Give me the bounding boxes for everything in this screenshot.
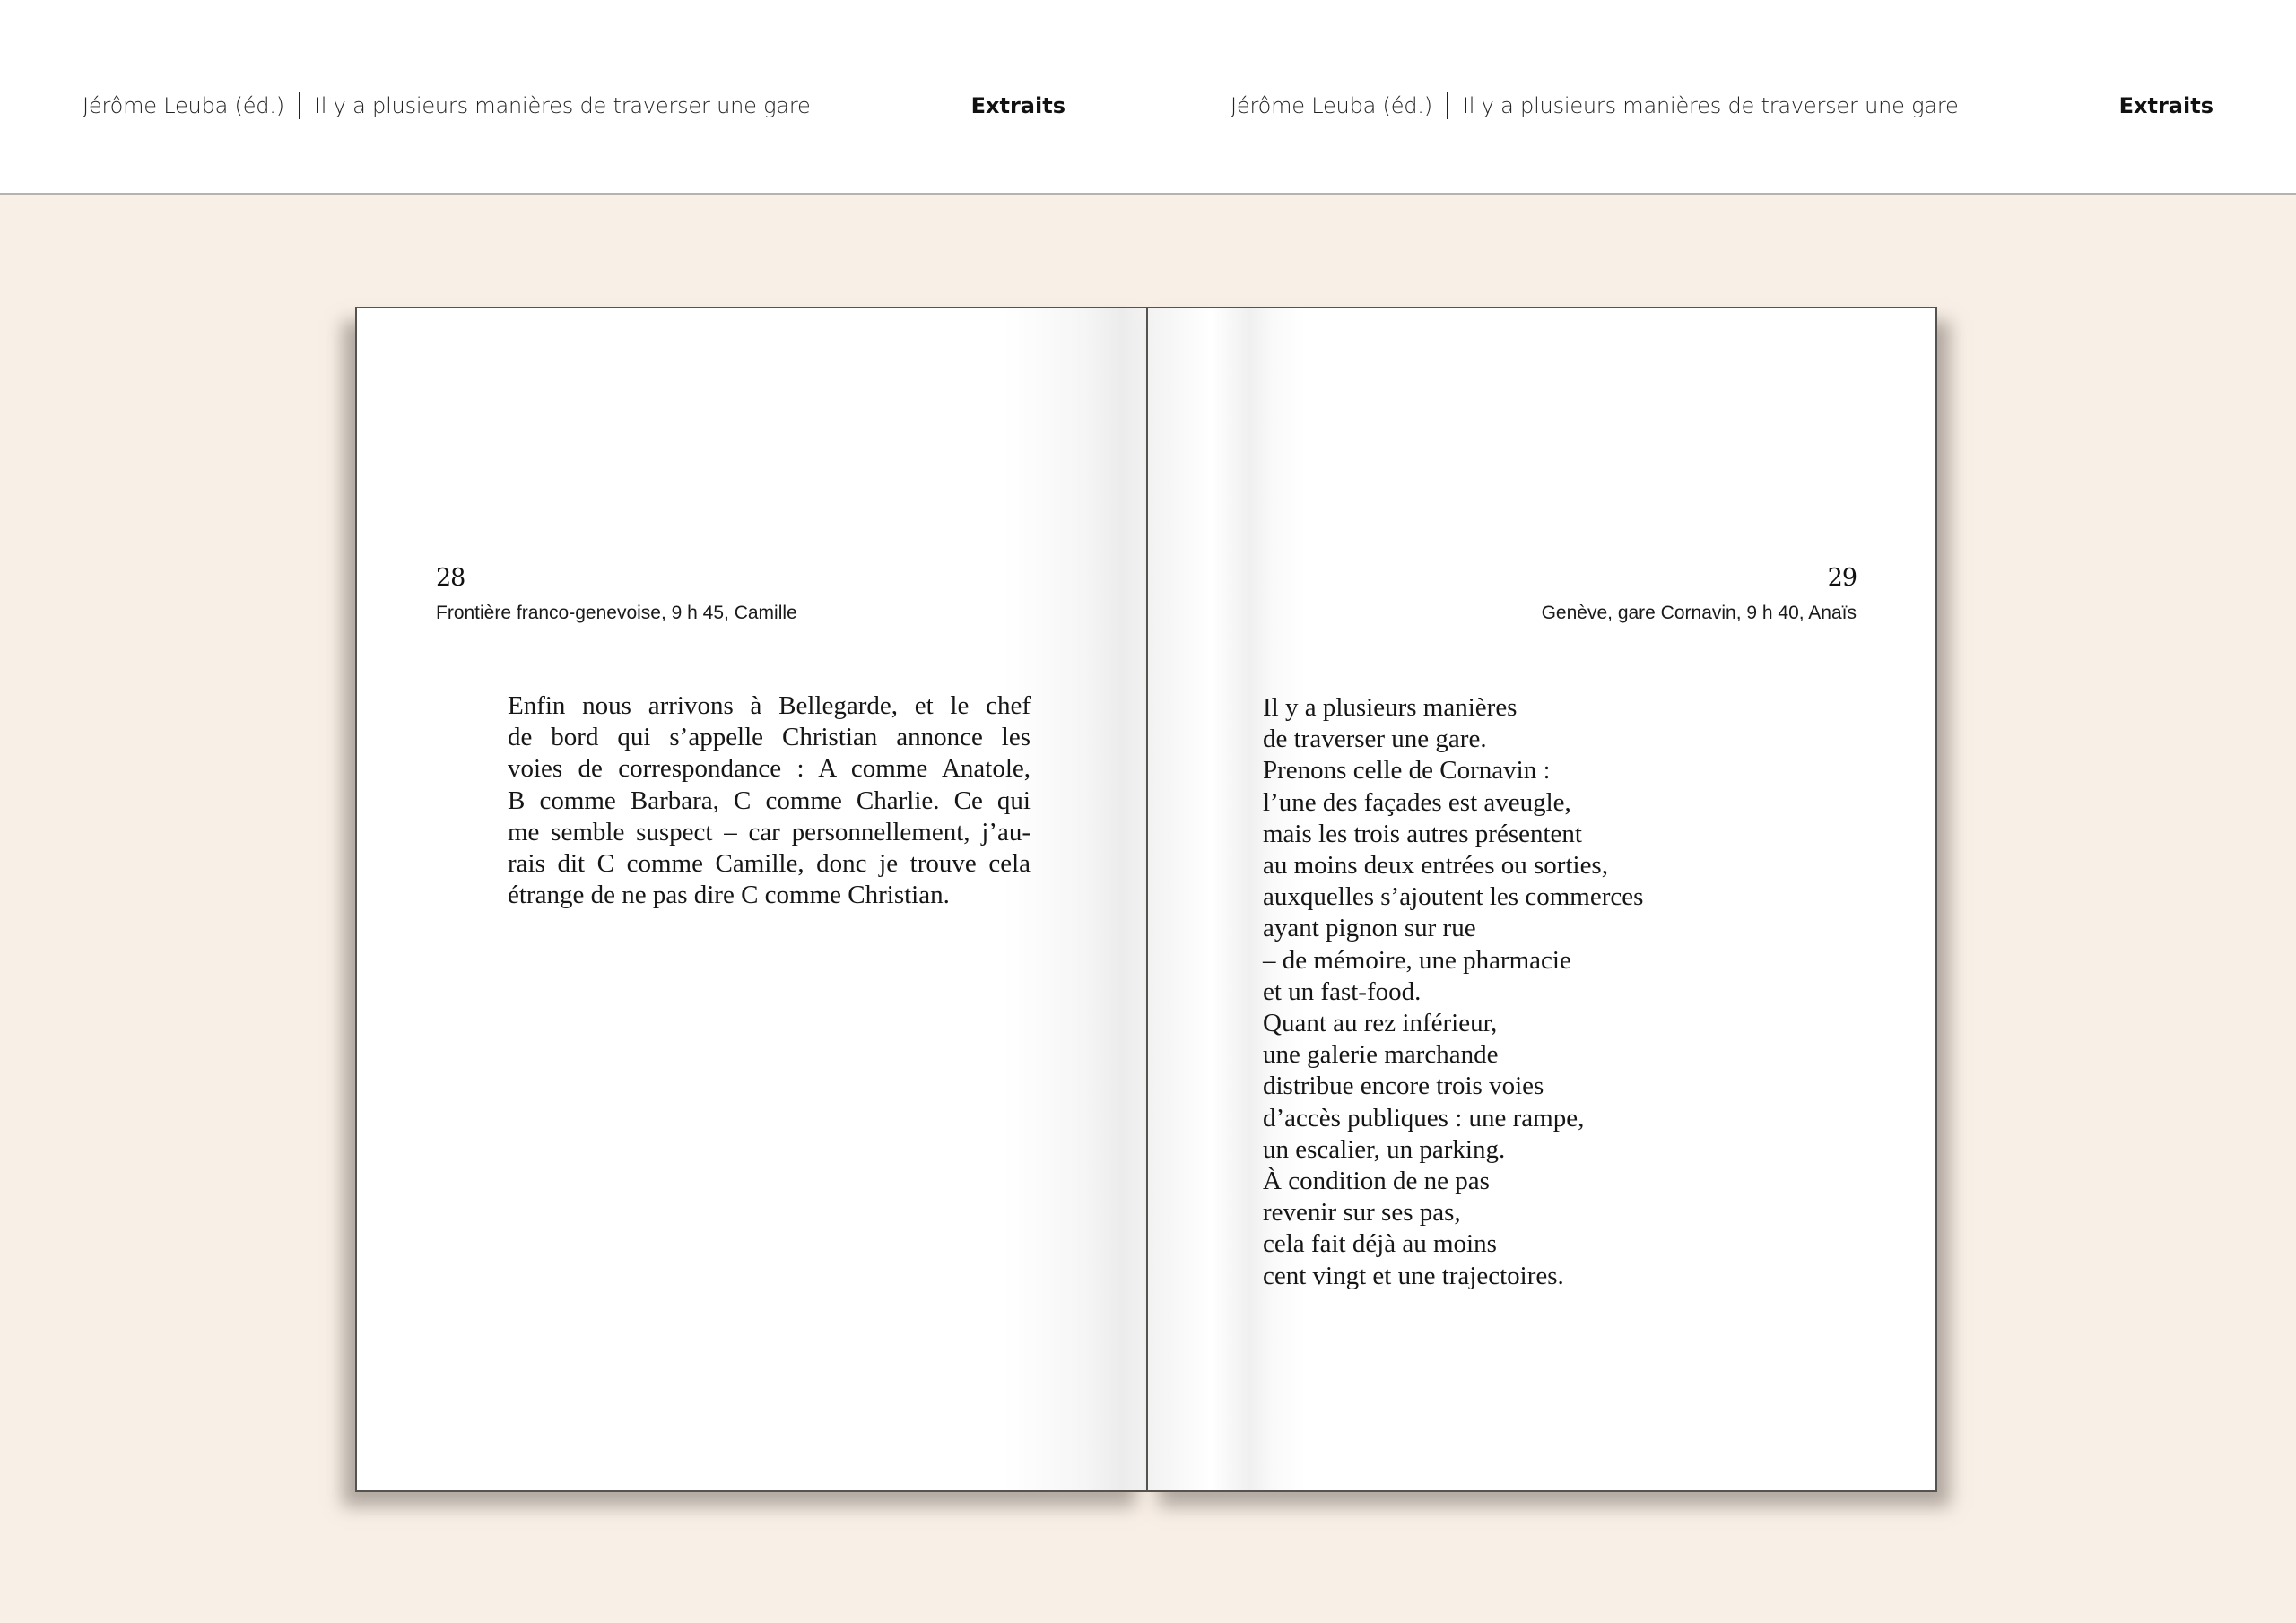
header-book-title: Il y a plusieurs manières de traverser une gare	[314, 93, 811, 118]
header-book-title: Il y a plusieurs manières de traverser une gare	[1462, 93, 1959, 118]
verse-line: Prenons celle de Cornavin :	[1263, 756, 1551, 785]
text-line: B comme Barbara, C comme Charlie. Ce qui	[508, 785, 1031, 815]
verse-line: au moins deux entrées ou sorties,	[1263, 851, 1608, 881]
text-line: de bord qui s’appelle Christian annonce les	[508, 723, 1031, 752]
text-line: rais dit C comme Camille, donc je trouve cela	[508, 849, 1031, 879]
text-line: me semble suspect – car personnellement, j’au-	[508, 817, 1031, 846]
book-spread	[355, 307, 1937, 1492]
right-page	[1146, 307, 1937, 1492]
verse-line: cent vingt et une trajectoires.	[1263, 1261, 1564, 1290]
page-number: 29	[1827, 564, 1857, 592]
header-author: Jérôme Leuba (éd.)	[83, 93, 284, 118]
header-separator	[299, 92, 300, 119]
verse-line: À condition de ne pas	[1263, 1167, 1490, 1196]
running-head: Frontière franco-genevoise, 9 h 45, Camille	[436, 603, 797, 623]
extraits-link[interactable]: Extraits	[2118, 93, 2213, 118]
verse-line: – de mémoire, une pharmacie	[1263, 945, 1571, 975]
verse-line: distribue encore trois voies	[1263, 1072, 1544, 1101]
header-left	[83, 88, 1065, 124]
header-author: Jérôme Leuba (éd.)	[1231, 93, 1432, 118]
verse-line: mais les trois autres présentent	[1263, 819, 1582, 848]
text-line: étrange de ne pas dire C comme Christian.	[508, 881, 950, 910]
top-bar	[0, 0, 2296, 195]
left-page	[355, 307, 1148, 1492]
verse-line: un escalier, un parking.	[1263, 1134, 1506, 1164]
verse-line: cela fait déjà au moins	[1263, 1229, 1497, 1259]
prose-paragraph	[508, 690, 1031, 911]
verse-line: de traverser une gare.	[1263, 725, 1487, 754]
verse-line: Il y a plusieurs manières	[1263, 693, 1518, 722]
poem	[1263, 692, 1643, 1292]
header-right	[1231, 88, 2213, 124]
text-line: Enfin nous arrivons à Bellegarde, et le chef	[508, 691, 1031, 720]
verse-line: l’une des façades est aveugle,	[1263, 787, 1571, 817]
verse-line: auxquelles s’ajoutent les commerces	[1263, 882, 1644, 912]
running-head: Genève, gare Cornavin, 9 h 40, Anaïs	[1541, 603, 1857, 623]
header-separator	[1447, 92, 1448, 119]
verse-line: ayant pignon sur rue	[1263, 914, 1476, 943]
page-number: 28	[436, 564, 465, 592]
text-line: voies de correspondance : A comme Anatole,	[508, 754, 1031, 784]
verse-line: Quant au rez inférieur,	[1263, 1009, 1498, 1038]
verse-line: et un fast-food.	[1263, 976, 1422, 1006]
verse-line: d’accès publiques : une rampe,	[1263, 1103, 1585, 1133]
verse-line: revenir sur ses pas,	[1263, 1198, 1461, 1228]
extraits-link[interactable]: Extraits	[970, 93, 1065, 118]
verse-line: une galerie marchande	[1263, 1040, 1499, 1070]
